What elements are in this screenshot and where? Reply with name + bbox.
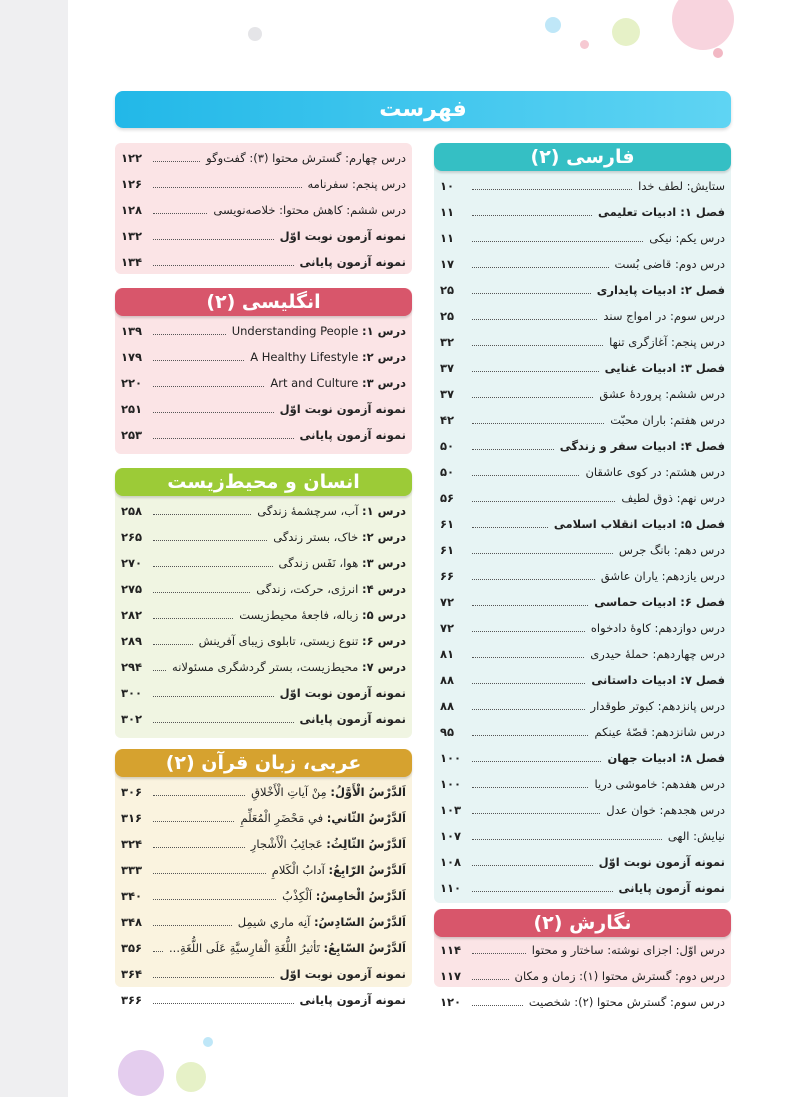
toc-entry-title: هوا، نَفَس زندگی bbox=[278, 556, 359, 570]
page-number: ۳۷ bbox=[440, 387, 455, 401]
page-number: ۱۷ bbox=[440, 257, 455, 271]
toc-entry bbox=[121, 223, 406, 249]
toc-entry bbox=[440, 381, 725, 407]
toc-entry bbox=[121, 145, 406, 171]
toc-entry-label: درس چهاردهم: حملهٔ حیدری bbox=[590, 647, 725, 661]
dot-leader bbox=[472, 267, 609, 268]
page-number: ۱۰۳ bbox=[440, 803, 462, 817]
dot-leader bbox=[153, 360, 244, 361]
toc-entry bbox=[440, 963, 725, 989]
page-number: ۱۰۰ bbox=[440, 777, 462, 791]
toc-entry bbox=[121, 935, 406, 961]
toc-entry bbox=[121, 249, 406, 275]
toc-entry bbox=[121, 779, 406, 805]
toc-entry-label: فصل ۱: ادبیات تعلیمی bbox=[597, 205, 725, 219]
toc-entry-label: فصل ۴: ادبیات سفر و زندگی bbox=[559, 439, 725, 453]
toc-entry bbox=[440, 355, 725, 381]
toc-entry bbox=[121, 857, 406, 883]
decorative-circle bbox=[713, 48, 723, 58]
dot-leader bbox=[153, 213, 207, 214]
toc-entry-label: فصل ۸: ادبیات جهان bbox=[607, 751, 725, 765]
dot-leader bbox=[153, 847, 245, 848]
toc-entry-label: درس هفدهم: خاموشی دریا bbox=[594, 777, 725, 791]
toc-entry-prefix: اَلدَّرْسُ الْخامِسُ: bbox=[315, 889, 406, 903]
toc-entry-label: درس سوم: گسترش محتوا (۲): شخصیت bbox=[528, 995, 725, 1009]
page-title: فهرست bbox=[115, 91, 731, 128]
toc-entry bbox=[440, 667, 725, 693]
page-number: ۱۲۶ bbox=[121, 177, 143, 191]
toc-entry bbox=[121, 680, 406, 706]
toc-entry-title: زباله، فاجعهٔ محیط‌زیست bbox=[239, 608, 359, 622]
dot-leader bbox=[153, 540, 267, 541]
dot-leader bbox=[472, 813, 600, 814]
arabi-section bbox=[115, 749, 412, 1007]
toc-entry-label: فصل ۷: ادبیات داستانی bbox=[591, 673, 725, 687]
page-number: ۷۲ bbox=[440, 595, 455, 609]
toc-entry-prefix: اَلدَّرْسُ الْأَوَّلُ: bbox=[330, 785, 406, 799]
toc-entry bbox=[440, 485, 725, 511]
toc-entry bbox=[440, 199, 725, 225]
dot-leader bbox=[153, 795, 245, 796]
dot-leader bbox=[153, 899, 276, 900]
toc-entry bbox=[440, 875, 725, 901]
toc-entry-label bbox=[257, 504, 406, 518]
page-number: ۳۴۸ bbox=[121, 915, 143, 929]
page-number: ۱۲۲ bbox=[121, 151, 143, 165]
toc-entry-label: درس یکم: نیکی bbox=[649, 231, 725, 245]
toc-entry bbox=[440, 537, 725, 563]
page-number: ۳۳۳ bbox=[121, 863, 143, 877]
toc-entry bbox=[440, 937, 725, 963]
dot-leader bbox=[153, 438, 294, 439]
toc-entry-label: درس نهم: ذوق لطیف bbox=[621, 491, 725, 505]
dot-leader bbox=[153, 925, 232, 926]
page-number: ۲۵۸ bbox=[121, 504, 143, 518]
negaresh-section bbox=[434, 909, 731, 1009]
page-number: ۴۲ bbox=[440, 413, 455, 427]
negaresh-continued-list bbox=[115, 143, 412, 275]
dot-leader bbox=[153, 951, 163, 952]
toc-entry-title: آنِه ماري شيمِل bbox=[237, 915, 311, 929]
page-number: ۲۵ bbox=[440, 309, 455, 323]
dot-leader bbox=[153, 386, 264, 387]
toc-entry-title: مِنْ آیاتِ الْأَخْلاقِ bbox=[251, 785, 327, 799]
toc-entry bbox=[440, 771, 725, 797]
page-number: ۷۲ bbox=[440, 621, 455, 635]
toc-entry-label: نمونه آزمون پایانی bbox=[299, 712, 406, 726]
toc-entry-label: فصل ۵: ادبیات انقلاب اسلامی bbox=[553, 517, 725, 531]
page-number: ۳۲۴ bbox=[121, 837, 143, 851]
toc-entry bbox=[121, 422, 406, 448]
dot-leader bbox=[472, 397, 593, 398]
arabi-list bbox=[115, 777, 412, 1013]
dot-leader bbox=[153, 1003, 294, 1004]
dot-leader bbox=[472, 605, 588, 606]
toc-entry bbox=[121, 628, 406, 654]
farsi-section bbox=[434, 143, 731, 903]
page-number: ۲۶۵ bbox=[121, 530, 143, 544]
toc-entry bbox=[121, 171, 406, 197]
dot-leader bbox=[472, 657, 584, 658]
toc-entry bbox=[440, 303, 725, 329]
toc-entry-title: تَأثيرُ اللُّغَةِ الْفارِسيَّةِ عَلَى اللُّغَةِ... bbox=[169, 941, 320, 955]
toc-entry bbox=[121, 831, 406, 857]
toc-entry-label: نمونه آزمون پایانی bbox=[299, 993, 406, 1007]
page-number: ۸۸ bbox=[440, 699, 455, 713]
page-number: ۳۰۲ bbox=[121, 712, 143, 726]
toc-entry-label: نمونه آزمون نوبت اوّل bbox=[279, 402, 406, 416]
page-number: ۳۰۶ bbox=[121, 785, 143, 799]
page-number: ۱۳۹ bbox=[121, 324, 143, 338]
dot-leader bbox=[153, 514, 251, 515]
toc-entry-label: درس چهارم: گسترش محتوا (۳): گفت‌وگو bbox=[206, 151, 406, 165]
page-number: ۲۵۳ bbox=[121, 428, 143, 442]
toc-entry-label: درس ششم: پروردهٔ عشق bbox=[599, 387, 725, 401]
dot-leader bbox=[472, 787, 588, 788]
dot-leader bbox=[153, 873, 266, 874]
page-number: ۳۲ bbox=[440, 335, 455, 349]
toc-entry bbox=[440, 563, 725, 589]
toc-entry-label bbox=[272, 863, 406, 877]
dot-leader bbox=[472, 215, 592, 216]
toc-entry-title: آدابُ الْكَلامِ bbox=[271, 863, 325, 877]
page-number: ۲۸۹ bbox=[121, 634, 143, 648]
dot-leader bbox=[153, 644, 193, 645]
page-number: ۵۰ bbox=[440, 465, 455, 479]
toc-entry bbox=[440, 225, 725, 251]
dot-leader bbox=[472, 319, 597, 320]
dot-leader bbox=[472, 953, 526, 954]
toc-entry-prefix: درس ۶: bbox=[361, 634, 406, 648]
toc-entry bbox=[440, 823, 725, 849]
toc-entry-label bbox=[251, 785, 406, 799]
toc-entry-label: نمونه آزمون پایانی bbox=[618, 881, 725, 895]
page-number: ۸۱ bbox=[440, 647, 455, 661]
toc-entry bbox=[440, 459, 725, 485]
toc-entry-label bbox=[232, 324, 406, 338]
toc-entry-label: فصل ۳: ادبیات غنایی bbox=[604, 361, 725, 375]
toc-entry-label bbox=[251, 837, 406, 851]
dot-leader bbox=[153, 670, 166, 671]
page-number: ۱۲۸ bbox=[121, 203, 143, 217]
dot-leader bbox=[153, 161, 200, 162]
dot-leader bbox=[472, 839, 662, 840]
toc-entry-label bbox=[199, 634, 406, 648]
toc-entry-prefix: درس ۵: bbox=[361, 608, 406, 622]
toc-entry-title: في مَحْضَرِ الْمُعَلِّمِ bbox=[240, 811, 324, 825]
toc-entry-label bbox=[169, 941, 406, 955]
toc-entry-label: درس دوازدهم: کاوهٔ دادخواه bbox=[590, 621, 725, 635]
dot-leader bbox=[472, 891, 613, 892]
toc-entry bbox=[440, 251, 725, 277]
toc-entry-label bbox=[256, 582, 406, 596]
toc-entry bbox=[121, 805, 406, 831]
dot-leader bbox=[153, 592, 250, 593]
toc-entry bbox=[440, 329, 725, 355]
toc-entry-prefix: درس ۲: bbox=[361, 350, 406, 364]
dot-leader bbox=[153, 334, 226, 335]
dot-leader bbox=[472, 683, 585, 684]
toc-entry-title: عَجائِبُ الْأَشْجارِ bbox=[250, 837, 323, 851]
toc-entry-prefix: درس ۳: bbox=[361, 376, 406, 390]
page-number: ۳۶۶ bbox=[121, 993, 143, 1007]
page-margin-strip bbox=[0, 0, 68, 1097]
page-number: ۶۶ bbox=[440, 569, 455, 583]
decorative-circle bbox=[176, 1062, 206, 1092]
page-number: ۵۶ bbox=[440, 491, 455, 505]
dot-leader bbox=[472, 449, 554, 450]
toc-entry bbox=[440, 989, 725, 1015]
dot-leader bbox=[153, 412, 274, 413]
dot-leader bbox=[472, 709, 585, 710]
toc-entry bbox=[121, 197, 406, 223]
page-number: ۱۰ bbox=[440, 179, 455, 193]
toc-entry bbox=[440, 693, 725, 719]
toc-entry-label: درس پنجم: سفرنامه bbox=[307, 177, 406, 191]
toc-entry bbox=[440, 511, 725, 537]
toc-entry-label bbox=[270, 376, 406, 390]
page-number: ۱۰۸ bbox=[440, 855, 462, 869]
dot-leader bbox=[472, 865, 593, 866]
page-number: ۹۵ bbox=[440, 725, 455, 739]
toc-entry-label: درس هشتم: در کوی عاشقان bbox=[585, 465, 725, 479]
toc-entry-prefix: درس ۷: bbox=[361, 660, 406, 674]
toc-entry-label: نمونه آزمون نوبت اوّل bbox=[279, 229, 406, 243]
page-number: ۲۹۴ bbox=[121, 660, 143, 674]
toc-entry-title: آب، سرچشمهٔ زندگی bbox=[257, 504, 359, 518]
toc-entry-prefix: اَلدَّرْسُ الرّابِعُ: bbox=[328, 863, 406, 877]
page-number: ۸۸ bbox=[440, 673, 455, 687]
dot-leader bbox=[153, 696, 274, 697]
dot-leader bbox=[472, 979, 509, 980]
toc-entry bbox=[121, 883, 406, 909]
page-number: ۱۲۰ bbox=[440, 995, 462, 1009]
page-number: ۱۱۴ bbox=[440, 943, 462, 957]
page-number: ۲۵۱ bbox=[121, 402, 143, 416]
toc-entry bbox=[121, 550, 406, 576]
toc-entry-label: نمونه آزمون پایانی bbox=[299, 428, 406, 442]
toc-entry-label: درس دوم: گسترش محتوا (۱): زمان و مکان bbox=[514, 969, 725, 983]
toc-entry bbox=[121, 370, 406, 396]
page-number: ۶۱ bbox=[440, 543, 455, 557]
toc-entry-label: درس پانزدهم: کبوتر طوقدار bbox=[590, 699, 725, 713]
negaresh-continued-section bbox=[115, 143, 412, 274]
toc-entry-title: Art and Culture bbox=[270, 376, 359, 390]
page-number: ۲۵ bbox=[440, 283, 455, 297]
toc-entry-title: A Healthy Lifestyle bbox=[250, 350, 359, 364]
toc-entry bbox=[121, 344, 406, 370]
decorative-circle bbox=[612, 18, 640, 46]
toc-entry-title: محیط‌زیست، بستر گردشگری مسئولانه bbox=[172, 660, 359, 674]
page-number: ۳۴۰ bbox=[121, 889, 143, 903]
toc-entry bbox=[121, 909, 406, 935]
dot-leader bbox=[472, 475, 579, 476]
toc-entry-label: درس هفتم: باران محبّت bbox=[610, 413, 725, 427]
toc-entry bbox=[440, 277, 725, 303]
dot-leader bbox=[153, 821, 234, 822]
farsi-header: فارسی (۲) bbox=[434, 143, 731, 171]
toc-entry-label: نمونه آزمون نوبت اوّل bbox=[598, 855, 725, 869]
toc-entry-label: ستایش: لطف خدا bbox=[638, 179, 725, 193]
toc-entry-prefix: درس ۲: bbox=[361, 530, 406, 544]
decorative-circle bbox=[672, 0, 734, 50]
page-number: ۶۱ bbox=[440, 517, 455, 531]
toc-entry-label: فصل ۶: ادبیات حماسی bbox=[594, 595, 725, 609]
toc-entry-title: اَلْكِذْبُ bbox=[282, 889, 313, 903]
dot-leader bbox=[472, 345, 603, 346]
page-number: ۳۵۶ bbox=[121, 941, 143, 955]
toc-entry-prefix: درس ۴: bbox=[361, 582, 406, 596]
page-number: ۱۱ bbox=[440, 231, 455, 245]
decorative-circle bbox=[545, 17, 561, 33]
farsi-list bbox=[434, 171, 731, 901]
toc-entry-label: نمونه آزمون نوبت اوّل bbox=[279, 686, 406, 700]
negaresh-header: نگارش (۲) bbox=[434, 909, 731, 937]
page-number: ۱۰۰ bbox=[440, 751, 462, 765]
toc-entry bbox=[121, 706, 406, 732]
page-number: ۱۱ bbox=[440, 205, 455, 219]
toc-entry-prefix: درس ۱: bbox=[361, 504, 406, 518]
toc-entry-label bbox=[172, 660, 406, 674]
dot-leader bbox=[472, 501, 615, 502]
decorative-circle bbox=[118, 1050, 164, 1096]
dot-leader bbox=[472, 527, 548, 528]
negaresh-list bbox=[434, 937, 731, 1015]
page-number: ۱۱۰ bbox=[440, 881, 462, 895]
ensan-list bbox=[115, 496, 412, 732]
page-number: ۱۳۲ bbox=[121, 229, 143, 243]
dot-leader bbox=[472, 553, 613, 554]
toc-entry bbox=[121, 961, 406, 987]
toc-entry bbox=[440, 433, 725, 459]
toc-entry bbox=[121, 576, 406, 602]
toc-entry bbox=[440, 745, 725, 771]
toc-entry bbox=[440, 797, 725, 823]
english-header: انگلیسی (۲) bbox=[115, 288, 412, 316]
toc-entry bbox=[121, 987, 406, 1013]
toc-entry bbox=[121, 602, 406, 628]
toc-entry-label: نمونه آزمون پایانی bbox=[299, 255, 406, 269]
decorative-circle bbox=[203, 1037, 213, 1047]
toc-entry-label bbox=[282, 889, 406, 903]
ensan-section bbox=[115, 468, 412, 738]
toc-entry bbox=[121, 498, 406, 524]
toc-entry-label: درس شانزدهم: قصّهٔ عینکم bbox=[594, 725, 725, 739]
dot-leader bbox=[153, 239, 274, 240]
page-number: ۱۰۷ bbox=[440, 829, 462, 843]
toc-entry-label bbox=[250, 350, 406, 364]
toc-entry bbox=[121, 396, 406, 422]
toc-entry-title: خاک، بستر زندگی bbox=[273, 530, 359, 544]
dot-leader bbox=[153, 265, 294, 266]
toc-entry-label: درس هجدهم: خوان عدل bbox=[606, 803, 725, 817]
dot-leader bbox=[472, 189, 632, 190]
page-number: ۲۷۵ bbox=[121, 582, 143, 596]
toc-entry-label: درس پنجم: آغازگری تنها bbox=[609, 335, 725, 349]
toc-entry bbox=[440, 615, 725, 641]
dot-leader bbox=[472, 241, 643, 242]
page-number: ۵۰ bbox=[440, 439, 455, 453]
toc-entry-label: درس ششم: کاهش محتوا: خلاصه‌نویسی bbox=[213, 203, 406, 217]
toc-entry-label bbox=[273, 530, 406, 544]
dot-leader bbox=[472, 293, 591, 294]
dot-leader bbox=[472, 761, 601, 762]
toc-entry bbox=[440, 719, 725, 745]
dot-leader bbox=[153, 187, 302, 188]
toc-entry bbox=[440, 173, 725, 199]
toc-entry-title: تنوع زیستی، تابلوی زیبای آفرینش bbox=[198, 634, 359, 648]
dot-leader bbox=[153, 618, 233, 619]
toc-entry bbox=[121, 524, 406, 550]
toc-entry-title: انرژی، حرکت، زندگی bbox=[256, 582, 359, 596]
arabi-header: عربی، زبان قرآن (۲) bbox=[115, 749, 412, 777]
toc-entry-title: Understanding People bbox=[231, 324, 359, 338]
toc-entry-label bbox=[240, 811, 406, 825]
toc-entry-label: درس اوّل: اجزای نوشته: ساختار و محتوا bbox=[531, 943, 725, 957]
dot-leader bbox=[472, 735, 588, 736]
toc-entry-prefix: اَلدَّرْسُ الثّالِثُ: bbox=[326, 837, 406, 851]
dot-leader bbox=[472, 1005, 523, 1006]
toc-entry bbox=[121, 654, 406, 680]
decorative-circle bbox=[248, 27, 262, 41]
toc-entry-label: درس یازدهم: یاران عاشق bbox=[600, 569, 725, 583]
page-number: ۱۳۴ bbox=[121, 255, 143, 269]
page-number: ۳۱۶ bbox=[121, 811, 143, 825]
english-section bbox=[115, 288, 412, 454]
toc-entry bbox=[440, 589, 725, 615]
toc-entry-prefix: اَلدَّرْسُ السّادِسُ: bbox=[313, 915, 406, 929]
toc-entry-label bbox=[238, 915, 406, 929]
toc-entry-prefix: درس ۱: bbox=[361, 324, 406, 338]
page-number: ۲۸۲ bbox=[121, 608, 143, 622]
english-list bbox=[115, 316, 412, 448]
page-number: ۱۷۹ bbox=[121, 350, 143, 364]
toc-entry bbox=[440, 849, 725, 875]
toc-entry-prefix: اَلدَّرْسُ الثّاني: bbox=[326, 811, 406, 825]
page-number: ۳۰۰ bbox=[121, 686, 143, 700]
dot-leader bbox=[472, 423, 604, 424]
toc-entry bbox=[440, 641, 725, 667]
toc-entry-label: درس دوم: قاضی بُست bbox=[614, 257, 725, 271]
page-number: ۳۷ bbox=[440, 361, 455, 375]
toc-entry bbox=[121, 318, 406, 344]
toc-entry-label bbox=[279, 556, 406, 570]
toc-entry-prefix: درس ۳: bbox=[361, 556, 406, 570]
toc-entry-label: درس دهم: بانگ جرس bbox=[618, 543, 725, 557]
dot-leader bbox=[472, 631, 585, 632]
dot-leader bbox=[153, 977, 274, 978]
dot-leader bbox=[472, 579, 595, 580]
toc-entry-label: نمونه آزمون نوبت اوّل bbox=[279, 967, 406, 981]
page-number: ۳۶۴ bbox=[121, 967, 143, 981]
page-number: ۲۲۰ bbox=[121, 376, 143, 390]
dot-leader bbox=[472, 371, 599, 372]
ensan-header: انسان و محیط‌زیست bbox=[115, 468, 412, 496]
toc-entry-prefix: اَلدَّرْسُ السّابِعُ: bbox=[323, 941, 406, 955]
toc-entry bbox=[440, 407, 725, 433]
toc-entry-label: نیایش: الهی bbox=[667, 829, 725, 843]
page-number: ۱۱۷ bbox=[440, 969, 462, 983]
page-number: ۲۷۰ bbox=[121, 556, 143, 570]
dot-leader bbox=[153, 566, 273, 567]
decorative-circle bbox=[580, 40, 589, 49]
toc-entry-label: فصل ۲: ادبیات پایداری bbox=[596, 283, 725, 297]
toc-entry-label: درس سوم: در امواج سند bbox=[603, 309, 725, 323]
dot-leader bbox=[153, 722, 294, 723]
toc-entry-label bbox=[239, 608, 406, 622]
